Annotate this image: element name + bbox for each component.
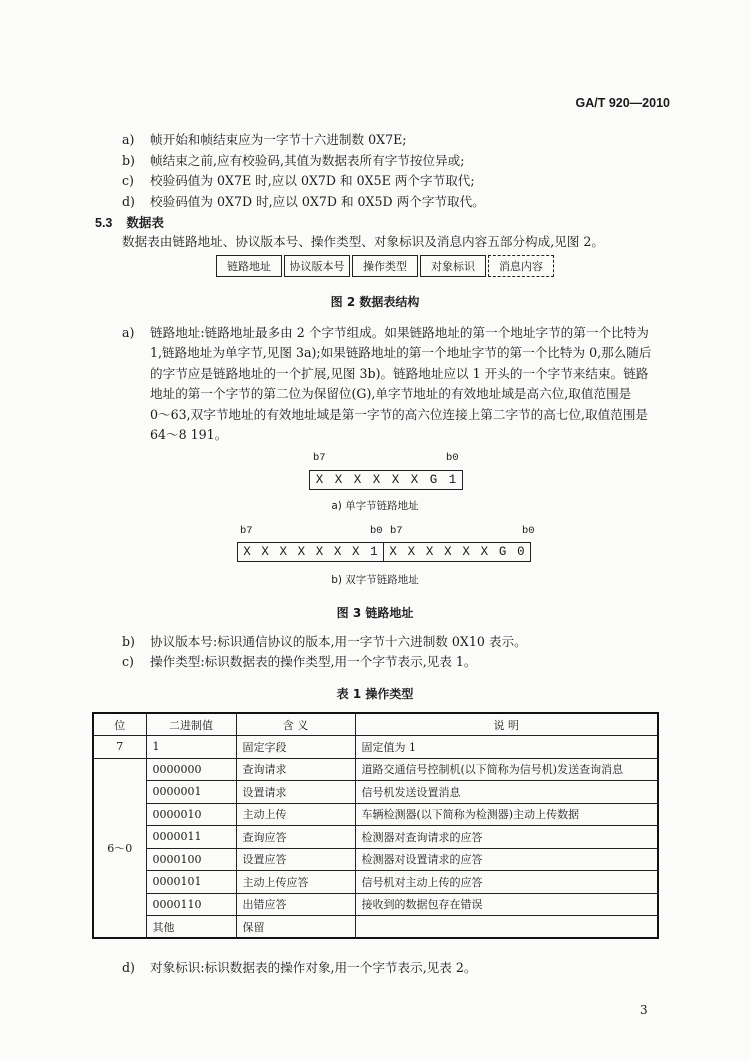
cell-desc: 车辆检测器(以下简称为检测器)主动上传数据 (355, 803, 658, 826)
list-item: d) 对象标识:标识数据表的操作对象,用一个字节表示,见表 2。 (122, 960, 477, 975)
double-byte-address-first: X X X X X X X 1 (237, 542, 384, 562)
cell-meaning: 设置应答 (236, 848, 355, 871)
figure2-part: 消息内容 (488, 255, 554, 277)
list-item: d) 校验码值为 0X7D 时,应以 0X7D 和 0X5D 两个字节取代。 (122, 194, 485, 209)
cell-bit: 7 (93, 736, 146, 759)
cell-value: 0000110 (146, 893, 236, 916)
operation-type-table (92, 712, 659, 939)
table-row (93, 736, 658, 759)
cell-desc: 检测器对设置请求的应答 (355, 848, 658, 871)
figure2-part: 操作类型 (352, 255, 418, 277)
cell-meaning: 出错应答 (236, 893, 355, 916)
table-header-row (93, 713, 658, 736)
cell-bit: 6～0 (93, 758, 146, 938)
cell-value: 0000001 (146, 781, 236, 804)
double-byte-address-second: X X X X X X G 0 (383, 542, 531, 562)
cell-value: 0000011 (146, 826, 236, 849)
list-item: c) 操作类型:标识数据表的操作类型,用一个字节表示,见表 1。 (122, 654, 477, 669)
item-a-line: 0～63,双字节地址的有效地址域是第一字节的高六位连接上第二字节的高七位,取值范围是 (150, 407, 649, 422)
list-item: b) 帧结束之前,应有校验码,其值为数据表所有字节按位异或; (122, 153, 465, 168)
cell-desc (355, 916, 658, 939)
bit-label-msb: b7 (313, 452, 326, 464)
cell-value: 0000010 (146, 803, 236, 826)
cell-meaning: 查询请求 (236, 758, 355, 781)
figure2-part: 协议版本号 (284, 255, 350, 277)
cell-desc: 接收到的数据包存在错误 (355, 893, 658, 916)
cell-meaning: 设置请求 (236, 781, 355, 804)
table-row (93, 826, 658, 849)
item-a-line: 的字节应是链路地址的一个扩展,见图 3b)。链路地址应以 1 开头的一个字节来结束。链路 (150, 366, 649, 381)
table1-caption: 表 1 操作类型 (336, 687, 414, 701)
table-row (93, 916, 658, 939)
cell-value: 0000101 (146, 871, 236, 894)
figure2-part: 链路地址 (216, 255, 282, 277)
bit-label-lsb: b0 (522, 525, 535, 537)
figure3a-caption: a) 单字节链路地址 (331, 500, 419, 512)
figure3-caption: 图 3 链路地址 (336, 606, 414, 620)
cell-value: 0000000 (146, 758, 236, 781)
figure2-caption: 图 2 数据表结构 (330, 295, 420, 309)
cell-meaning: 保留 (236, 916, 355, 939)
bit-label-msb: b7 (390, 525, 403, 537)
column-header: 二进制值 (146, 713, 236, 736)
bit-label-msb: b7 (240, 525, 253, 537)
item-a-line: 1,链路地址为单字节,见图 3a);如果链路地址的第一个地址字节的第一个比特为 0,那么随后 (150, 345, 652, 360)
document-header: GA/T 920—2010 (575, 96, 670, 110)
cell-desc: 检测器对查询请求的应答 (355, 826, 658, 849)
item-a-line: 地址的第一个字节的第二位为保留位(G),单字节地址的有效地址域是高六位,取值范围是 (150, 386, 632, 401)
cell-value: 其他 (146, 916, 236, 939)
column-header: 位 (93, 713, 146, 736)
cell-meaning: 固定字段 (236, 736, 355, 759)
list-item: b) 协议版本号:标识通信协议的版本,用一字节十六进制数 0X10 表示。 (122, 634, 527, 649)
item-a: a) 链路地址:链路地址最多由 2 个字节组成。如果链路地址的第一个地址字节的第一个比特为 (122, 325, 649, 340)
cell-meaning: 查询应答 (236, 826, 355, 849)
cell-meaning: 主动上传应答 (236, 871, 355, 894)
figure2-part: 对象标识 (420, 255, 486, 277)
cell-desc: 信号机发送设置消息 (355, 781, 658, 804)
figure3b-caption: b) 双字节链路地址 (331, 574, 419, 586)
item-a-line: 64～8 191。 (150, 427, 228, 442)
single-byte-address: X X X X X X G 1 (309, 470, 463, 490)
page-number: 3 (640, 1003, 648, 1017)
column-header: 含 义 (236, 713, 355, 736)
list-item: a) 帧开始和帧结束应为一字节十六进制数 0X7E; (122, 132, 407, 147)
cell-desc: 道路交通信号控制机(以下简称为信号机)发送查询消息 (355, 758, 658, 781)
list-item: c) 校验码值为 0X7E 时,应以 0X7D 和 0X5E 两个字节取代; (122, 173, 475, 188)
bit-label-lsb: b0 (370, 525, 383, 537)
table-row (93, 758, 658, 781)
bit-label-lsb: b0 (446, 452, 459, 464)
cell-value: 0000100 (146, 848, 236, 871)
cell-value: 1 (146, 736, 236, 759)
table-row (93, 871, 658, 894)
section-heading: 5.3 数据表 (95, 215, 164, 230)
cell-meaning: 主动上传 (236, 803, 355, 826)
column-header: 说 明 (355, 713, 658, 736)
table-row (93, 848, 658, 871)
table-row (93, 781, 658, 804)
table-row (93, 803, 658, 826)
table-row (93, 893, 658, 916)
section-intro: 数据表由链路地址、协议版本号、操作类型、对象标识及消息内容五部分构成,见图 2。 (122, 234, 604, 249)
cell-desc: 固定值为 1 (355, 736, 658, 759)
cell-desc: 信号机对主动上传的应答 (355, 871, 658, 894)
